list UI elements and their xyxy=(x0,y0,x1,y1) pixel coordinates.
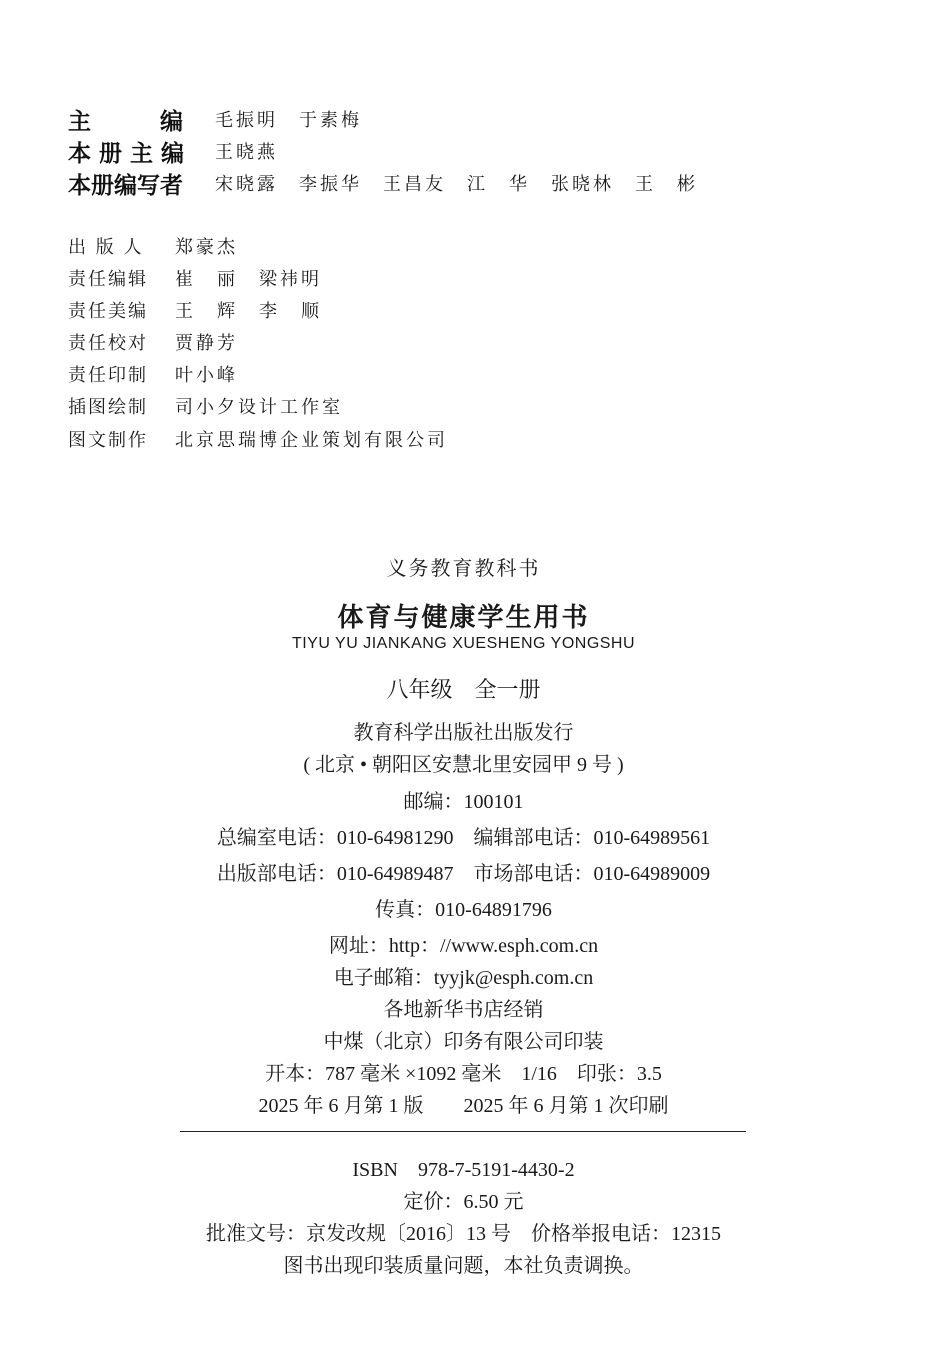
printer-line: 中煤（北京）印务有限公司印装 xyxy=(323,1031,604,1053)
book-pinyin: TIYU YU JIANKANG XUESHENG YONGSHU xyxy=(291,635,636,652)
staff-value-publisher: 郑豪杰 xyxy=(175,237,238,258)
credit-value-volume-editor: 王晓燕 xyxy=(215,142,278,163)
publisher-address: ( 北京 • 朝阳区安慧北里安园甲 9 号 ) xyxy=(303,754,624,776)
publisher-phones-2: 出版部电话：010-64989487 市场部电话：010-64989009 xyxy=(216,863,711,885)
approval-line: 批准文号：京发改规〔2016〕13 号 价格举报电话：12315 xyxy=(206,1223,721,1245)
credit-label-chief-editor: 主 编 xyxy=(68,109,183,135)
price-line: 定价：6.50 元 xyxy=(403,1191,524,1213)
staff-value-illustration: 司小夕设计工作室 xyxy=(175,397,343,418)
staff-label-publisher: 出 版 人 xyxy=(68,237,144,258)
staff-label-illustration: 插图绘制 xyxy=(68,397,148,418)
book-grade: 八年级 全一册 xyxy=(386,677,541,702)
publisher-phones-1: 总编室电话：010-64981290 编辑部电话：010-64989561 xyxy=(216,827,711,849)
distribution-line: 各地新华书店经销 xyxy=(383,999,544,1021)
staff-value-printing: 叶小峰 xyxy=(175,365,238,386)
isbn-line: ISBN 978-7-5191-4430-2 xyxy=(352,1159,575,1181)
credit-label-volume-editor: 本 册 主 编 xyxy=(68,141,185,167)
edition-line: 2025 年 6 月第 1 版 2025 年 6 月第 1 次印刷 xyxy=(258,1095,669,1117)
publisher-email: 电子邮箱：tyyjk@esph.com.cn xyxy=(333,967,594,989)
publisher-fax: 传真：010-64891796 xyxy=(375,899,552,921)
staff-label-printing: 责任印制 xyxy=(68,365,148,386)
publisher-website: 网址：http：//www.esph.com.cn xyxy=(328,935,599,957)
staff-value-editor: 崔 丽 梁祎明 xyxy=(175,269,322,290)
staff-value-art-editor: 王 辉 李 顺 xyxy=(175,301,322,322)
publisher-postcode: 邮编：100101 xyxy=(403,791,524,813)
staff-value-proofreader: 贾静芳 xyxy=(175,333,238,354)
staff-value-layout: 北京思瑞博企业策划有限公司 xyxy=(175,430,448,451)
credit-label-writers: 本册编写者 xyxy=(68,173,183,199)
publisher-line: 教育科学出版社出版发行 xyxy=(353,722,574,744)
quality-note: 图书出现印装质量问题，本社负责调换。 xyxy=(283,1255,644,1277)
book-title: 体育与健康学生用书 xyxy=(337,603,590,633)
divider xyxy=(180,1131,746,1132)
credit-value-writers: 宋晓露 李振华 王昌友 江 华 张晓林 王 彬 xyxy=(215,174,698,195)
staff-label-proofreader: 责任校对 xyxy=(68,333,148,354)
staff-label-art-editor: 责任美编 xyxy=(68,301,148,322)
book-series: 义务教育教科书 xyxy=(386,556,541,580)
credit-value-chief-editor: 毛振明 于素梅 xyxy=(215,110,362,131)
staff-label-editor: 责任编辑 xyxy=(68,269,148,290)
format-line: 开本：787 毫米 ×1092 毫米 1/16 印张：3.5 xyxy=(265,1063,662,1085)
staff-label-layout: 图文制作 xyxy=(68,430,148,451)
